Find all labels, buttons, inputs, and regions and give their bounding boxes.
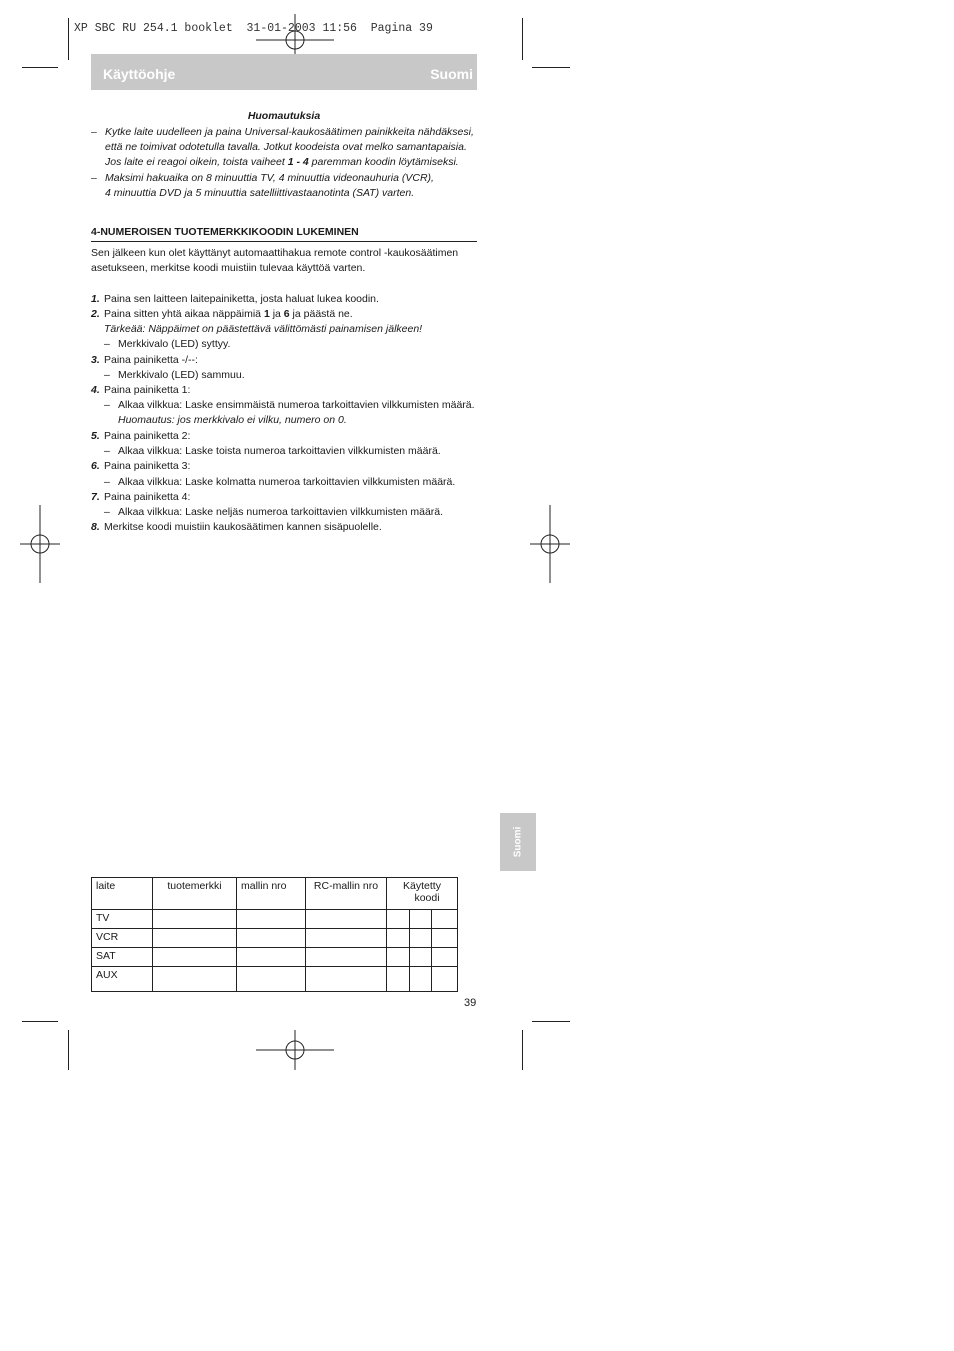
language-label: Suomi bbox=[430, 66, 473, 82]
crop-mark bbox=[68, 18, 69, 60]
manual-title: Käyttöohje bbox=[103, 66, 176, 82]
crop-mark bbox=[522, 18, 523, 60]
step-item: 2. Paina sitten yhtä aikaa näppäimiä 1 ja 6 ja päästä ne. Tärkeää: Näppäimet on päästettävä välittömästi painamisen jälkeen! bbox=[91, 308, 423, 336]
table-row bbox=[92, 948, 458, 967]
table-header-cell: mallin nro bbox=[237, 878, 306, 910]
step-item: 7. Paina painiketta 4: bbox=[91, 491, 191, 503]
crop-mark bbox=[22, 1021, 58, 1022]
code-cell bbox=[387, 948, 458, 967]
device-cell: SAT bbox=[92, 948, 153, 967]
registration-mark-right bbox=[530, 505, 572, 585]
device-cell: VCR bbox=[92, 929, 153, 948]
language-side-tab: Suomi bbox=[500, 813, 536, 871]
table-row bbox=[92, 910, 458, 929]
device-cell: AUX bbox=[92, 967, 153, 992]
step-subitem: – Merkkivalo (LED) syttyy. bbox=[104, 338, 231, 350]
table-header-row bbox=[92, 878, 458, 910]
step-item: 8. Merkitse koodi muistiin kaukosäätimen kannen sisäpuolelle. bbox=[91, 521, 382, 533]
registration-mark-bottom bbox=[256, 1030, 336, 1070]
code-cell bbox=[387, 967, 458, 992]
table-header-cell: Käytetty koodi bbox=[387, 878, 458, 910]
registration-mark-left bbox=[20, 505, 62, 585]
section-title: 4-NUMEROISEN TUOTEMERKKIKOODIN LUKEMINEN bbox=[91, 226, 477, 242]
step-subitem: – Alkaa vilkkua: Laske ensimmäistä numeroa tarkoittavien vilkkumisten määrä. Huomautus: jos merkkivalo ei vilku, numero on 0. bbox=[104, 399, 475, 427]
device-cell: TV bbox=[92, 910, 153, 929]
code-cell bbox=[387, 929, 458, 948]
page-number: 39 bbox=[464, 997, 477, 1009]
note-item: – Kytke laite uudelleen ja paina Universal-kaukosäätimen painikkeita nähdäksesi, että ne toimivat odotetulla tavalla. Jotkut koodeista ovat melko samantapaisia. Jos laite ei reagoi oikein, toista vaiheet 1 - 4 paremman koodin löytämiseksi. bbox=[91, 126, 474, 169]
step-item: 3. Paina painiketta -/--: bbox=[91, 354, 198, 366]
step-subitem: – Merkkivalo (LED) sammuu. bbox=[104, 369, 245, 381]
step-subitem: – Alkaa vilkkua: Laske neljäs numeroa tarkoittavien vilkkumisten määrä. bbox=[104, 506, 444, 518]
notes-title: Huomautuksia bbox=[247, 110, 321, 122]
crop-mark bbox=[68, 1030, 69, 1070]
crop-mark bbox=[532, 67, 570, 68]
table-row bbox=[92, 929, 458, 948]
step-item: 1. Paina sen laitteen laitepainiketta, josta haluat lukea koodin. bbox=[91, 293, 379, 305]
step-subitem: – Alkaa vilkkua: Laske kolmatta numeroa tarkoittavien vilkkumisten määrä. bbox=[104, 476, 456, 488]
crop-mark bbox=[522, 1030, 523, 1070]
crop-mark bbox=[532, 1021, 570, 1022]
print-slug: XP SBC RU 254.1 booklet 31-01-2003 11:56 Pagina 39 bbox=[74, 22, 433, 35]
note-item: – Maksimi hakuaika on 8 minuuttia TV, 4 minuuttia videonauhuria (VCR), 4 minuuttia DVD ja 5 minuuttia satelliittivastaanotinta (SAT) varten. bbox=[91, 172, 434, 200]
section-intro: Sen jälkeen kun olet käyttänyt automaattihakua remote control -kaukosäätimen asetukseen, merkitse koodi muistiin tulevaa käyttöä varten. bbox=[91, 247, 459, 275]
table-header-cell: tuotemerkki bbox=[153, 878, 237, 910]
crop-mark bbox=[22, 67, 58, 68]
step-item: 5. Paina painiketta 2: bbox=[91, 430, 191, 442]
page-header bbox=[91, 54, 477, 90]
table-header-cell: laite bbox=[92, 878, 153, 910]
step-item: 6. Paina painiketta 3: bbox=[91, 460, 191, 472]
code-cell bbox=[387, 910, 458, 929]
step-item: 4. Paina painiketta 1: bbox=[91, 384, 191, 396]
code-record-table bbox=[91, 877, 458, 992]
table-header-cell: RC-mallin nro bbox=[306, 878, 387, 910]
table-row bbox=[92, 967, 458, 992]
step-subitem: – Alkaa vilkkua: Laske toista numeroa tarkoittavien vilkkumisten määrä. bbox=[104, 445, 441, 457]
